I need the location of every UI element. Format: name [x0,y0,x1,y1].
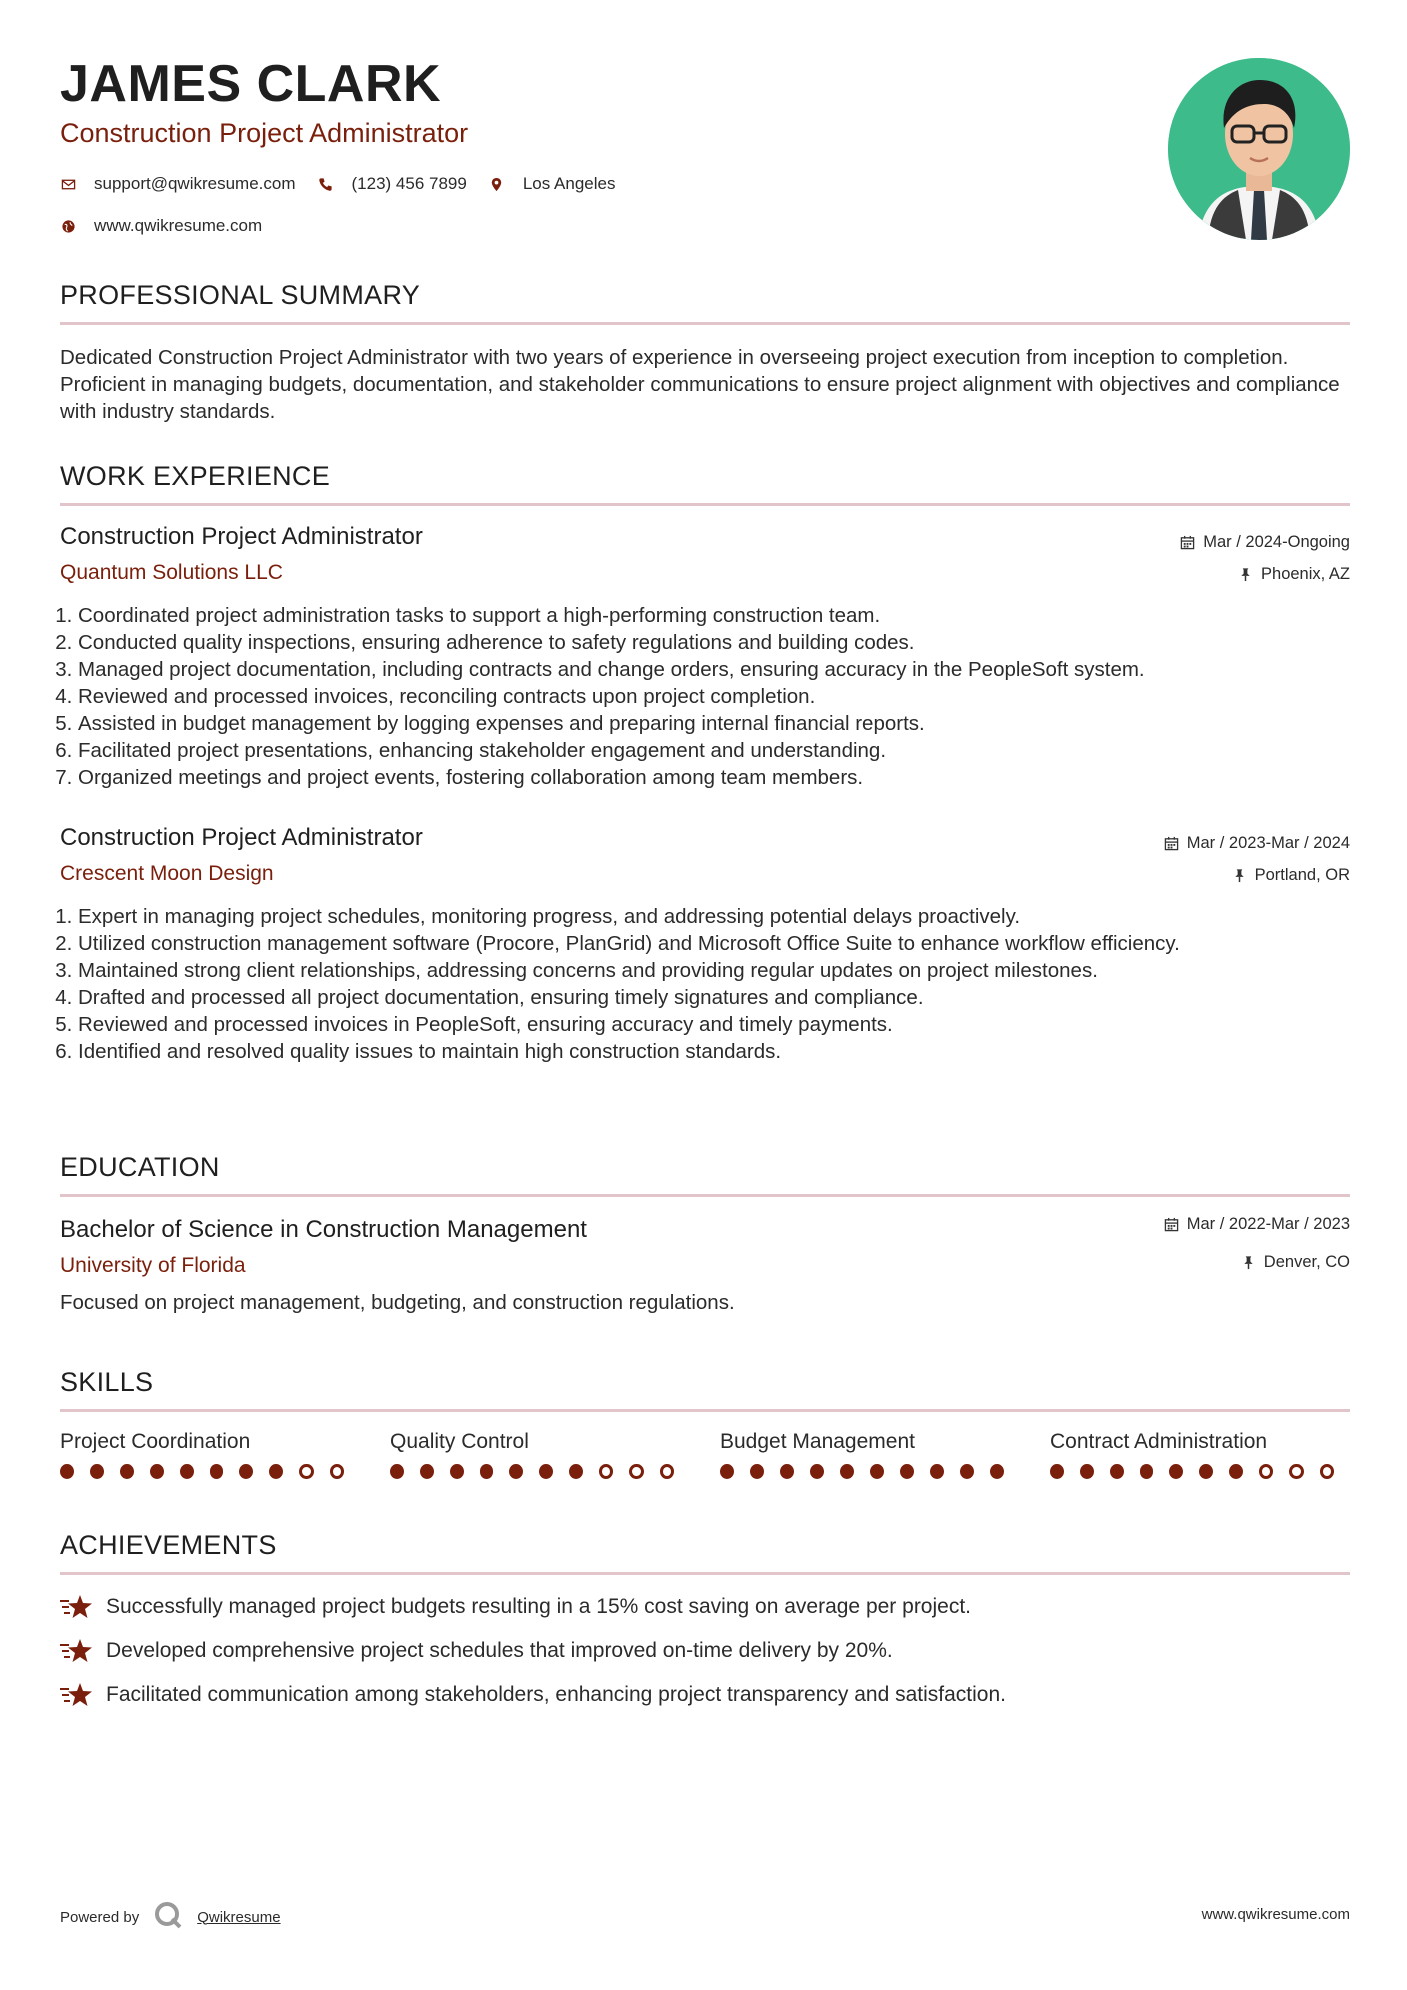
education-dates-text: Mar / 2022-Mar / 2023 [1186,1215,1350,1233]
achievement-item [60,1592,1350,1622]
rating-dot-filled [120,1464,134,1479]
rating-dot-filled [750,1464,764,1479]
calendar-icon [1164,836,1179,851]
list-item: 2. Conducted quality inspections, ensuring adherence to safety regulations and building codes. [78,629,1368,656]
qwikresume-link[interactable]: Qwikresume [197,1908,281,1926]
achievements-divider [60,1572,1350,1575]
rating-dot-filled [450,1464,464,1479]
list-item: 4. Reviewed and processed invoices, reconciling contracts upon project completion. [78,683,1368,710]
rating-dot-filled [720,1464,734,1479]
job-dates-text: Mar / 2023-Mar / 2024 [1186,834,1350,852]
list-item: 6. Facilitated project presentations, enhancing stakeholder engagement and understanding. [78,737,1368,764]
rating-dot-filled [150,1464,164,1479]
pushpin-icon [1241,1255,1256,1270]
achievement-text: Successfully managed project budgets resulting in a 15% cost saving on average per project. [106,1595,971,1618]
rating-dot-filled [1140,1464,1154,1479]
pushpin-icon [1238,567,1253,582]
job-title: Construction Project Administrator [60,824,423,851]
job-location [1232,866,1350,885]
education-description: Focused on project management, budgeting, and construction regulations. [60,1291,735,1314]
rating-dot-filled [539,1464,553,1479]
list-item: 5. Assisted in budget management by logging expenses and preparing internal financial reports. [78,710,1368,737]
skill-name: Quality Control [390,1430,529,1453]
skill-rating [60,1464,360,1479]
rating-dot-filled [810,1464,824,1479]
education-divider [60,1194,1350,1197]
contact-row [60,174,637,194]
list-item: 2. Utilized construction management software (Procore, PlanGrid) and Microsoft Office Suite to enhance workflow efficiency. [78,930,1368,957]
list-item: 6. Identified and resolved quality issues to maintain high construction standards. [78,1038,1368,1065]
rating-dot-filled [480,1464,494,1479]
rating-dot-filled [930,1464,944,1479]
education-dates [1164,1215,1350,1234]
job-bullets [60,602,1368,791]
list-item: 3. Maintained strong client relationships, addressing concerns and providing regular updates on project milestones. [78,957,1368,984]
contact-row-website [60,216,284,236]
skill-name: Budget Management [720,1430,915,1453]
list-item: 7. Organized meetings and project events, fostering collaboration among team members. [78,764,1368,791]
rating-dot-empty [629,1464,643,1479]
globe-icon [60,218,76,234]
candidate-title: Construction Project Administrator [60,118,469,148]
rating-dot-empty [299,1464,313,1479]
education-location-text: Denver, CO [1263,1253,1350,1271]
rating-dot-filled [390,1464,404,1479]
job-location-text: Phoenix, AZ [1261,565,1350,583]
rating-dot-filled [1199,1464,1213,1479]
calendar-icon [1180,535,1195,550]
job-location [1238,565,1350,584]
rating-dot-filled [90,1464,104,1479]
powered-by-label: Powered by [60,1908,140,1926]
summary-heading: PROFESSIONAL SUMMARY [60,280,421,310]
rating-dot-empty [660,1464,674,1479]
skill-name: Project Coordination [60,1430,251,1453]
avatar [1168,58,1350,240]
job-bullets [60,903,1368,1065]
rating-dot-filled [840,1464,854,1479]
website-text: www.qwikresume.com [94,216,263,235]
rating-dot-filled [1110,1464,1124,1479]
website-item[interactable] [60,216,262,236]
summary-text: Dedicated Construction Project Administrator with two years of experience in overseeing project execution from inception to completion. Proficient in managing budgets, documentation, and stakeholder communications to ensure project alignment with objectives and compliance with industry standards. [60,346,1340,423]
rating-dot-filled [990,1464,1004,1479]
rating-dot-empty [1259,1464,1273,1479]
rating-dot-filled [1080,1464,1094,1479]
degree-title: Bachelor of Science in Construction Management [60,1216,587,1243]
rating-dot-filled [1169,1464,1183,1479]
job-title: Construction Project Administrator [60,523,423,550]
location-item [489,174,616,194]
skill-name: Contract Administration [1050,1430,1268,1453]
skills-heading: SKILLS [60,1367,154,1397]
achievement-item [60,1636,1350,1666]
skill-item [720,1430,1020,1479]
job-company: Crescent Moon Design [60,862,274,885]
phone-icon [318,176,334,192]
star-icon [60,1636,94,1666]
skill-rating [1050,1464,1350,1479]
pushpin-icon [1232,868,1247,883]
candidate-name: JAMES CLARK [60,55,442,113]
education-location [1241,1253,1350,1272]
resume-page [60,0,1350,1990]
achievement-item [60,1680,1350,1710]
footer-powered-by [60,1900,281,1934]
rating-dot-filled [870,1464,884,1479]
job-dates [1180,533,1350,552]
map-pin-icon [489,176,505,192]
skill-rating [390,1464,690,1479]
skill-rating [720,1464,1020,1479]
location-text: Los Angeles [522,174,616,193]
experience-divider [60,503,1350,506]
experience-heading: WORK EXPERIENCE [60,461,331,491]
rating-dot-filled [60,1464,74,1479]
star-icon [60,1592,94,1622]
job-location-text: Portland, OR [1254,866,1350,884]
list-item: 1. Expert in managing project schedules, monitoring progress, and addressing potential delays proactively. [78,903,1368,930]
skill-item [60,1430,360,1479]
achievements-heading: ACHIEVEMENTS [60,1530,277,1560]
education-heading: EDUCATION [60,1152,220,1182]
summary-divider [60,322,1350,325]
footer-website[interactable]: www.qwikresume.com [1201,1906,1350,1923]
rating-dot-empty [330,1464,344,1479]
person-photo [1168,58,1350,240]
phone-item[interactable] [318,174,467,194]
rating-dot-filled [210,1464,224,1479]
list-item: 3. Managed project documentation, including contracts and change orders, ensuring accuracy in the PeopleSoft system. [78,656,1368,683]
skill-item [390,1430,690,1479]
rating-dot-filled [420,1464,434,1479]
rating-dot-filled [269,1464,283,1479]
rating-dot-filled [239,1464,253,1479]
achievement-text: Facilitated communication among stakeholders, enhancing project transparency and satisfaction. [106,1683,1006,1706]
rating-dot-filled [509,1464,523,1479]
rating-dot-filled [569,1464,583,1479]
rating-dot-filled [1229,1464,1243,1479]
envelope-icon [60,176,76,192]
job-dates [1164,834,1350,853]
list-item: 1. Coordinated project administration tasks to support a high-performing construction team. [78,602,1368,629]
skills-divider [60,1409,1350,1412]
rating-dot-filled [780,1464,794,1479]
calendar-icon [1164,1217,1179,1232]
rating-dot-filled [960,1464,974,1479]
achievement-text: Developed comprehensive project schedules that improved on-time delivery by 20%. [106,1639,893,1662]
star-icon [60,1680,94,1710]
email-text: support@qwikresume.com [94,174,296,193]
rating-dot-filled [1050,1464,1064,1479]
rating-dot-filled [180,1464,194,1479]
rating-dot-empty [1289,1464,1303,1479]
school-name: University of Florida [60,1254,246,1277]
email-item[interactable] [60,174,296,194]
phone-text: (123) 456 7899 [351,174,467,193]
rating-dot-empty [599,1464,613,1479]
rating-dot-filled [900,1464,914,1479]
skill-item [1050,1430,1350,1479]
job-company: Quantum Solutions LLC [60,561,283,584]
qwikresume-logo-icon [153,1900,183,1934]
job-dates-text: Mar / 2024-Ongoing [1203,533,1350,551]
list-item: 5. Reviewed and processed invoices in PeopleSoft, ensuring accuracy and timely payments. [78,1011,1368,1038]
list-item: 4. Drafted and processed all project documentation, ensuring timely signatures and compliance. [78,984,1368,1011]
rating-dot-empty [1320,1464,1334,1479]
